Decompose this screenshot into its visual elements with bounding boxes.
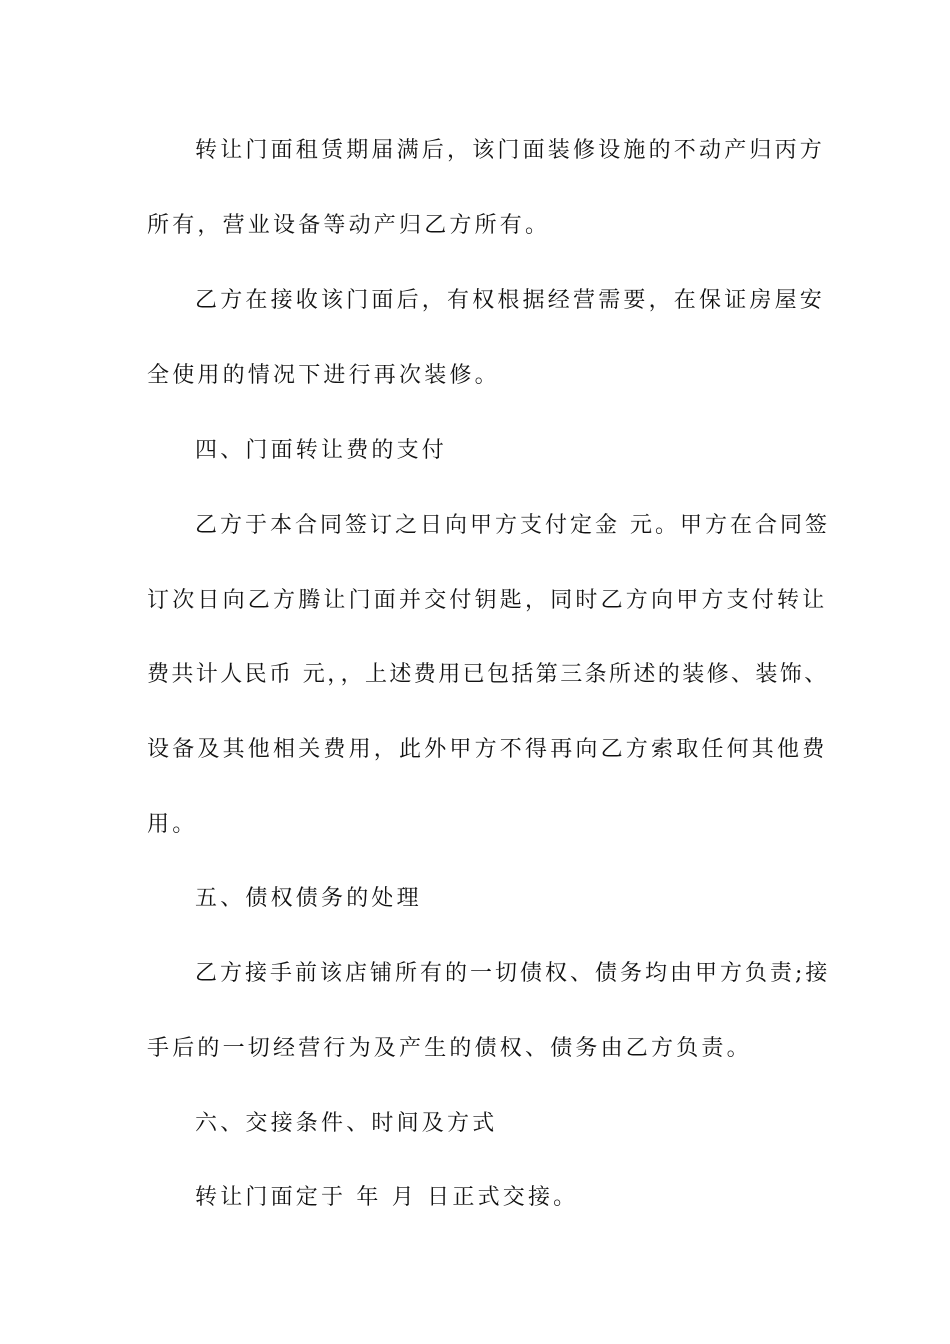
- paragraph-line: 转让门面租赁期届满后，该门面装修设施的不动产归丙方: [195, 138, 826, 163]
- section-heading: 五、债权债务的处理: [195, 886, 422, 911]
- section-heading: 四、门面转让费的支付: [195, 438, 448, 463]
- paragraph-line: 乙方接手前该店铺所有的一切债权、债务均由甲方负责;接: [195, 961, 831, 986]
- paragraph-line: 用。: [147, 812, 198, 837]
- paragraph-line: 手后的一切经营行为及产生的债权、债务由乙方负责。: [147, 1036, 752, 1061]
- paragraph-line: 转让门面定于 年 月 日正式交接。: [195, 1185, 579, 1210]
- paragraph-line: 所有，营业设备等动产归乙方所有。: [147, 213, 551, 238]
- paragraph-line: 乙方于本合同签订之日向甲方支付定金 元。甲方在合同签: [195, 513, 830, 538]
- paragraph-line: 订次日向乙方腾让门面并交付钥匙，同时乙方向甲方支付转让: [147, 588, 828, 613]
- paragraph-line: 费共计人民币 元，，上述费用已包括第三条所述的装修、装饰、: [147, 662, 829, 687]
- paragraph-line: 乙方在接收该门面后，有权根据经营需要，在保证房屋安: [195, 288, 826, 313]
- section-heading: 六、交接条件、时间及方式: [195, 1111, 498, 1136]
- paragraph-line: 全使用的情况下进行再次装修。: [147, 363, 500, 388]
- paragraph-line: 设备及其他相关费用，此外甲方不得再向乙方索取任何其他费: [147, 737, 828, 762]
